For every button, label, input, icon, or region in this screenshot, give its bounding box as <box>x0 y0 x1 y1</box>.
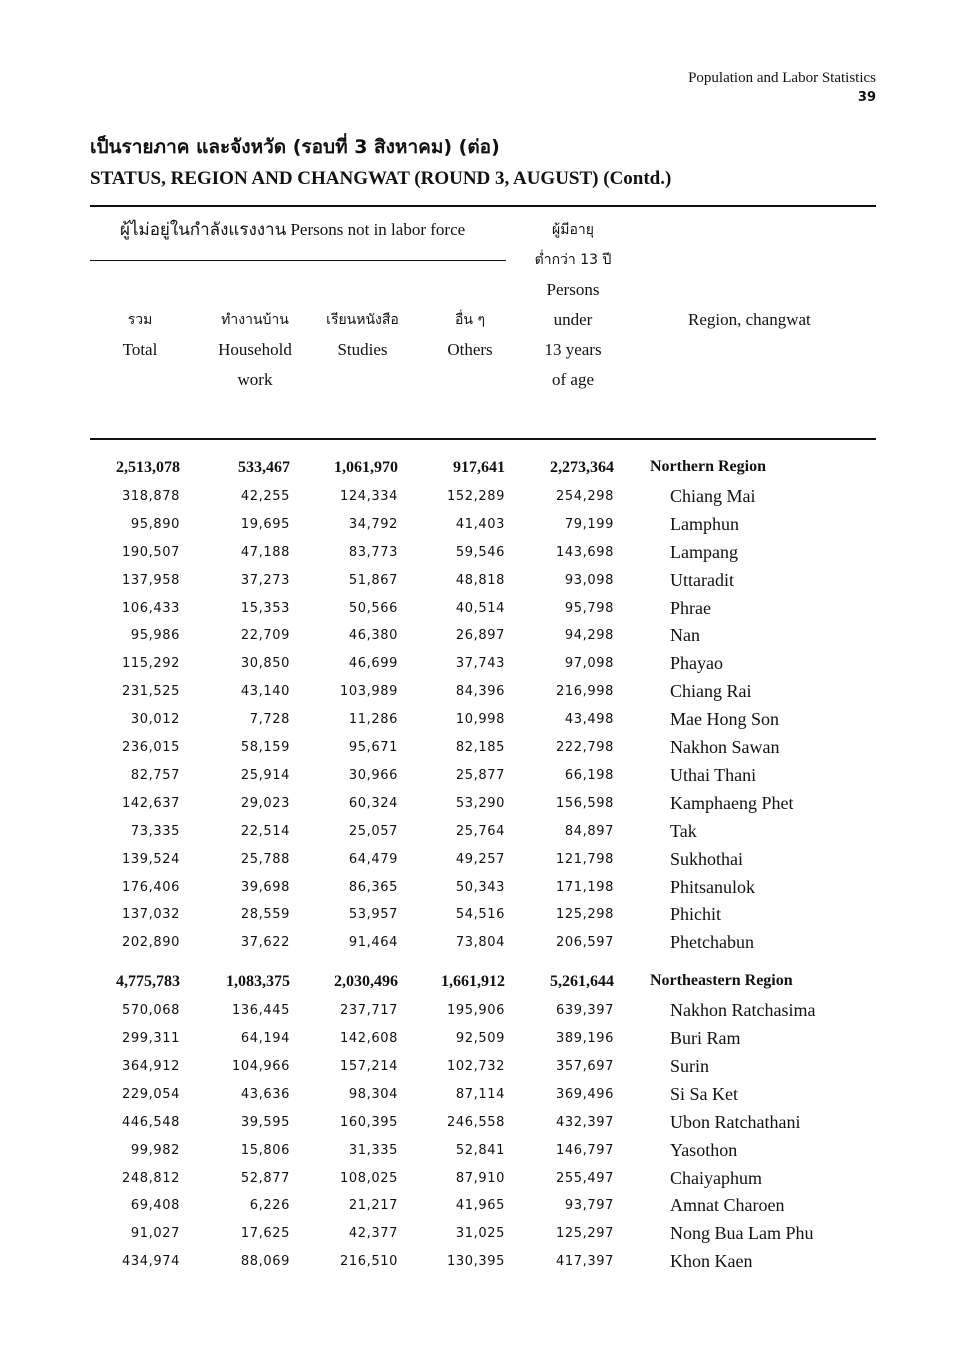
cell-under13: 146,797 <box>556 1142 614 1158</box>
under13-th-1: ผู้มีอายุ <box>552 222 594 238</box>
cell-household: 64,194 <box>240 1031 290 1046</box>
cell-studies: 124,334 <box>340 488 398 504</box>
cell-household: 104,966 <box>232 1058 290 1074</box>
cell-others: 49,257 <box>455 851 505 867</box>
cell-others: 73,804 <box>455 935 505 951</box>
cell-studies: 25,057 <box>348 823 398 839</box>
cell-studies: 50,566 <box>348 600 398 616</box>
table-row <box>0 1223 966 1251</box>
title-english: STATUS, REGION AND CHANGWAT (ROUND 3, AUGUST) (Contd.) <box>90 168 672 189</box>
cell-studies: 2,030,496 <box>334 973 398 991</box>
cell-under13: 143,698 <box>556 544 614 560</box>
cell-household: 6,226 <box>249 1198 290 1214</box>
cell-total: 99,982 <box>130 1142 180 1158</box>
cell-studies: 31,335 <box>348 1142 398 1158</box>
cell-household: 37,273 <box>240 572 290 588</box>
table-row <box>0 1084 966 1112</box>
table-row <box>0 932 966 960</box>
changwat-name: Lampang <box>670 541 738 562</box>
top-rule <box>90 205 876 207</box>
changwat-name: Phayao <box>670 653 723 674</box>
table-row <box>0 1195 966 1223</box>
under13-en-4: of age <box>551 370 594 389</box>
cell-under13: 432,397 <box>556 1114 614 1130</box>
cell-total: 434,974 <box>122 1254 180 1270</box>
region-name: Northern Region <box>650 458 766 475</box>
cell-household: 533,467 <box>238 459 290 476</box>
changwat-name: Ubon Ratchathani <box>670 1111 801 1132</box>
cell-others: 84,396 <box>455 684 505 700</box>
running-head <box>688 68 876 108</box>
cell-under13: 254,298 <box>556 488 614 504</box>
cell-total: 30,012 <box>130 712 180 728</box>
changwat-name: Lamphun <box>670 513 739 534</box>
changwat-name: Nong Bua Lam Phu <box>670 1223 814 1244</box>
cell-total: 95,890 <box>130 516 180 532</box>
cell-studies: 11,286 <box>348 712 398 728</box>
cell-others: 130,395 <box>447 1254 505 1270</box>
cell-studies: 64,479 <box>348 851 398 867</box>
cell-total: 4,775,783 <box>116 973 180 991</box>
cell-total: 248,812 <box>122 1170 180 1186</box>
cell-studies: 103,989 <box>340 684 398 700</box>
running-head-title: Population and Labor Statistics <box>688 70 876 86</box>
cell-studies: 60,324 <box>348 795 398 811</box>
changwat-name: Chiang Mai <box>670 485 756 506</box>
cell-others: 25,877 <box>455 767 505 783</box>
page-number: 39 <box>857 90 876 105</box>
cell-others: 26,897 <box>455 628 505 644</box>
cell-total: 318,878 <box>122 488 180 504</box>
cell-under13: 222,798 <box>556 740 614 755</box>
region-name: Northeastern Region <box>650 972 793 990</box>
changwat-name: Kamphaeng Phet <box>670 792 794 813</box>
under13-en-3: 13 years <box>544 340 602 359</box>
changwat-name: Nan <box>670 625 700 646</box>
cell-under13: 156,598 <box>556 795 614 811</box>
cell-total: 364,912 <box>122 1058 180 1074</box>
cell-studies: 86,365 <box>348 879 398 895</box>
household-en-1: Household <box>218 340 292 359</box>
table-row <box>0 904 966 932</box>
cell-under13: 43,498 <box>564 712 614 728</box>
cell-under13: 121,798 <box>556 851 614 867</box>
table-row <box>0 877 966 905</box>
table-row <box>0 1112 966 1140</box>
cell-studies: 34,792 <box>348 516 398 532</box>
table-row <box>0 598 966 626</box>
cell-total: 137,032 <box>122 907 180 923</box>
header-studies <box>310 305 415 365</box>
changwat-name: Nakhon Sawan <box>670 737 780 757</box>
cell-others: 53,290 <box>455 795 505 811</box>
cell-household: 43,140 <box>240 684 290 700</box>
others-en: Others <box>447 340 493 359</box>
under13-en-2: under <box>553 310 593 329</box>
table-row <box>0 486 966 514</box>
cell-studies: 95,671 <box>348 740 398 755</box>
cell-household: 1,083,375 <box>226 973 290 991</box>
cell-studies: 108,025 <box>340 1170 398 1186</box>
cell-under13: 389,196 <box>556 1031 614 1046</box>
studies-en: Studies <box>337 340 388 359</box>
table-row <box>0 821 966 849</box>
cell-total: 142,637 <box>122 795 180 811</box>
table-row <box>0 765 966 793</box>
cell-total: 176,406 <box>122 879 180 895</box>
changwat-name: Buri Ram <box>670 1028 741 1048</box>
table-row <box>0 570 966 598</box>
cell-total: 69,408 <box>130 1198 180 1214</box>
changwat-name: Phrae <box>670 597 711 618</box>
changwat-name: Surin <box>670 1055 710 1076</box>
household-en-2: work <box>237 370 273 389</box>
cell-household: 28,559 <box>240 907 290 923</box>
table-row <box>0 737 966 765</box>
cell-studies: 46,380 <box>348 628 398 644</box>
changwat-name: Chiang Rai <box>670 681 752 702</box>
cell-household: 42,255 <box>240 488 290 504</box>
table-row <box>0 1140 966 1168</box>
cell-total: 236,015 <box>122 740 180 755</box>
cell-under13: 639,397 <box>556 1003 614 1019</box>
cell-household: 25,914 <box>240 767 290 783</box>
cell-others: 48,818 <box>455 572 505 588</box>
region-row <box>0 972 966 1000</box>
cell-others: 10,998 <box>455 712 505 728</box>
changwat-name: Chaiyaphum <box>670 1167 762 1188</box>
changwat-name: Mae Hong Son <box>670 709 779 730</box>
table-row <box>0 542 966 570</box>
table-row <box>0 653 966 681</box>
changwat-name: Khon Kaen <box>670 1251 753 1272</box>
table-row <box>0 514 966 542</box>
cell-household: 39,595 <box>240 1114 290 1130</box>
cell-others: 40,514 <box>455 600 505 616</box>
cell-others: 37,743 <box>455 656 505 672</box>
cell-others: 92,509 <box>455 1031 505 1046</box>
cell-under13: 125,298 <box>556 907 614 923</box>
cell-household: 7,728 <box>249 712 290 728</box>
group-rule <box>90 260 506 261</box>
cell-studies: 160,395 <box>340 1114 398 1130</box>
cell-household: 29,023 <box>240 795 290 811</box>
cell-household: 22,709 <box>240 628 290 644</box>
header-under13 <box>518 215 628 395</box>
cell-under13: 357,697 <box>556 1058 614 1074</box>
cell-total: 2,513,078 <box>116 459 180 476</box>
table-row <box>0 849 966 877</box>
cell-studies: 30,966 <box>348 767 398 783</box>
table-row <box>0 625 966 653</box>
cell-others: 102,732 <box>447 1058 505 1074</box>
changwat-name: Sukhothai <box>670 848 744 869</box>
header-bottom-rule <box>90 438 876 440</box>
cell-total: 446,548 <box>122 1114 180 1130</box>
cell-others: 195,906 <box>447 1003 505 1019</box>
cell-household: 15,806 <box>240 1142 290 1158</box>
cell-studies: 157,214 <box>340 1058 398 1074</box>
cell-studies: 53,957 <box>348 907 398 923</box>
under13-en-1: Persons <box>546 280 600 299</box>
cell-under13: 2,273,364 <box>550 459 614 476</box>
cell-others: 59,546 <box>455 544 505 560</box>
cell-studies: 83,773 <box>348 544 398 560</box>
cell-studies: 98,304 <box>348 1086 398 1102</box>
cell-others: 25,764 <box>455 823 505 839</box>
changwat-name: Phetchabun <box>670 932 754 953</box>
cell-total: 115,292 <box>122 656 180 672</box>
header-total <box>95 305 185 365</box>
changwat-name: Si Sa Ket <box>670 1083 739 1104</box>
cell-others: 52,841 <box>455 1142 505 1158</box>
cell-household: 25,788 <box>240 851 290 867</box>
region-en: Region, changwat <box>688 310 811 329</box>
cell-total: 91,027 <box>130 1226 180 1242</box>
cell-household: 58,159 <box>240 740 290 755</box>
changwat-name: Phitsanulok <box>670 876 756 897</box>
table-row <box>0 1251 966 1279</box>
cell-under13: 417,397 <box>556 1254 614 1270</box>
cell-under13: 66,198 <box>564 767 614 783</box>
cell-total: 95,986 <box>130 628 180 644</box>
table-row <box>0 1056 966 1084</box>
cell-total: 299,311 <box>122 1031 180 1046</box>
cell-studies: 51,867 <box>348 572 398 588</box>
cell-total: 106,433 <box>122 600 180 616</box>
cell-total: 73,335 <box>130 823 180 839</box>
cell-under13: 94,298 <box>564 628 614 644</box>
cell-studies: 216,510 <box>340 1254 398 1270</box>
cell-total: 231,525 <box>122 684 180 700</box>
cell-under13: 206,597 <box>556 935 614 951</box>
changwat-name: Phichit <box>670 904 722 925</box>
changwat-name: Amnat Charoen <box>670 1195 785 1216</box>
changwat-name: Tak <box>670 820 697 841</box>
under13-th-2: ต่ำกว่า 13 ปี <box>534 252 612 268</box>
changwat-name: Nakhon Ratchasima <box>670 1000 816 1021</box>
cell-others: 54,516 <box>455 907 505 923</box>
changwat-name: Uttaradit <box>670 569 734 590</box>
changwat-name: Yasothon <box>670 1139 738 1160</box>
cell-others: 41,965 <box>455 1198 505 1214</box>
total-th: รวม <box>127 312 153 328</box>
cell-others: 246,558 <box>447 1114 505 1130</box>
cell-studies: 1,061,970 <box>334 459 398 476</box>
region-row <box>0 458 966 486</box>
cell-others: 917,641 <box>453 459 505 476</box>
cell-household: 19,695 <box>240 516 290 532</box>
table-row <box>0 793 966 821</box>
others-th: อื่น ๆ <box>455 312 485 328</box>
studies-th: เรียนหนังสือ <box>326 312 399 328</box>
cell-others: 41,403 <box>455 516 505 532</box>
cell-household: 52,877 <box>240 1170 290 1186</box>
cell-under13: 95,798 <box>564 600 614 616</box>
cell-under13: 125,297 <box>556 1226 614 1242</box>
cell-household: 43,636 <box>240 1086 290 1102</box>
table-row <box>0 709 966 737</box>
cell-household: 136,445 <box>232 1003 290 1019</box>
group-header <box>90 215 550 245</box>
cell-household: 15,353 <box>240 600 290 616</box>
cell-household: 47,188 <box>240 544 290 560</box>
cell-others: 82,185 <box>455 740 505 755</box>
cell-under13: 369,496 <box>556 1086 614 1102</box>
cell-others: 152,289 <box>447 488 505 504</box>
cell-household: 88,069 <box>240 1254 290 1270</box>
table-row <box>0 681 966 709</box>
group-header-label: ผู้ไม่อยู่ในกำลังแรงงาน Persons not in labor force <box>120 220 466 239</box>
table-row <box>0 1000 966 1028</box>
table-row <box>0 1028 966 1056</box>
cell-household: 30,850 <box>240 656 290 672</box>
cell-under13: 255,497 <box>556 1170 614 1186</box>
cell-total: 190,507 <box>122 544 180 560</box>
cell-total: 229,054 <box>122 1086 180 1102</box>
total-en: Total <box>122 340 158 359</box>
cell-studies: 142,608 <box>340 1031 398 1046</box>
cell-under13: 84,897 <box>564 823 614 839</box>
cell-under13: 79,199 <box>564 516 614 532</box>
cell-total: 570,068 <box>122 1003 180 1019</box>
cell-others: 31,025 <box>455 1226 505 1242</box>
header-region <box>650 305 908 335</box>
cell-under13: 97,098 <box>564 656 614 672</box>
cell-total: 82,757 <box>130 767 180 783</box>
cell-others: 50,343 <box>455 879 505 895</box>
household-th: ทำงานบ้าน <box>221 312 289 328</box>
cell-under13: 93,797 <box>564 1198 614 1214</box>
cell-studies: 21,217 <box>348 1198 398 1214</box>
header-household <box>200 305 310 395</box>
changwat-name: Uthai Thani <box>670 764 757 785</box>
cell-household: 37,622 <box>240 935 290 951</box>
cell-studies: 46,699 <box>348 656 398 672</box>
cell-under13: 93,098 <box>564 572 614 588</box>
cell-studies: 42,377 <box>348 1226 398 1242</box>
cell-studies: 91,464 <box>348 935 398 951</box>
cell-total: 137,958 <box>122 572 180 588</box>
cell-others: 87,910 <box>455 1170 505 1186</box>
header-others <box>425 305 515 365</box>
cell-under13: 171,198 <box>556 879 614 895</box>
cell-studies: 237,717 <box>340 1003 398 1019</box>
cell-under13: 216,998 <box>556 684 614 700</box>
cell-others: 1,661,912 <box>441 973 505 991</box>
cell-household: 39,698 <box>240 879 290 895</box>
table-row <box>0 1168 966 1196</box>
cell-others: 87,114 <box>455 1086 505 1102</box>
cell-total: 202,890 <box>122 935 180 951</box>
title-thai: เป็นรายภาค และจังหวัด (รอบที่ 3 สิงหาคม) (ต่อ) <box>90 136 500 158</box>
cell-household: 22,514 <box>240 823 290 839</box>
cell-total: 139,524 <box>122 851 180 867</box>
cell-household: 17,625 <box>240 1226 290 1242</box>
cell-under13: 5,261,644 <box>550 973 614 991</box>
